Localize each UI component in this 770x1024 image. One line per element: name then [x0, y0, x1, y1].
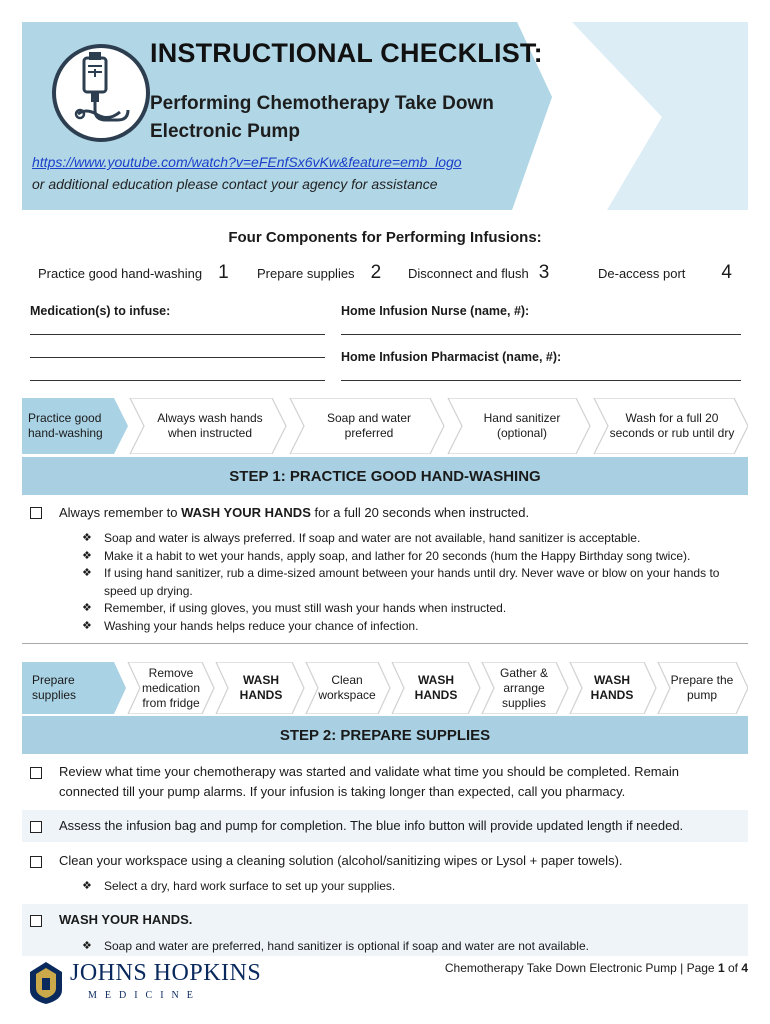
component-4 — [598, 262, 732, 284]
list-item: ❖ Soap and water are preferred, hand sanitizer is optional if soap and water are not available. — [82, 938, 722, 956]
component-2 — [257, 262, 381, 284]
step1-item — [59, 503, 529, 523]
step1-item-pre: Always remember to — [59, 505, 182, 520]
iv-bag-icon — [52, 44, 150, 142]
process-step: Wash for a full 20 seconds or rub until dry — [609, 411, 735, 440]
list-item: ❖ If using hand sanitizer, rub a dime-sized amount between your hands until dry. Never wave or blow on your hands to speed up drying. — [82, 565, 722, 600]
step1-checkbox[interactable] — [30, 507, 42, 519]
medications-label: Medication(s) to infuse: — [30, 304, 171, 318]
list-item: ❖ Soap and water is always preferred. If soap and water are not available, hand sanitizer is acceptable. — [82, 530, 722, 548]
step2-item2-checkbox[interactable] — [30, 821, 42, 833]
page-subtitle: Performing Chemotherapy Take Down Electronic Pump — [150, 93, 494, 142]
prepare-supplies-process — [22, 662, 748, 714]
process-step: Gather & arrange supplies — [499, 665, 549, 710]
process-step: Always wash hands when instructed — [157, 411, 263, 440]
footer-page: 1 — [717, 961, 725, 975]
divider — [22, 643, 748, 644]
process-step: Hand sanitizer (optional) — [483, 411, 561, 440]
step2-item4-bullets — [82, 938, 722, 956]
medication-line-1[interactable] — [30, 334, 325, 335]
process-step-first: Prepare supplies — [32, 673, 77, 702]
header-banner — [22, 22, 748, 210]
process-step: Prepare the pump — [670, 673, 734, 702]
step2-item3: Clean your workspace using a cleaning solution (alcohol/sanitizing wipes or Lysol + paper towels). — [59, 853, 623, 868]
component-3 — [408, 262, 549, 284]
component-label: Prepare supplies — [257, 265, 355, 281]
process-step: Soap and water preferred — [326, 411, 412, 440]
step1-header: STEP 1: PRACTICE GOOD HAND-WASHING — [22, 457, 748, 495]
component-1 — [38, 262, 229, 284]
step2-item1-checkbox[interactable] — [30, 767, 42, 779]
nurse-line[interactable] — [341, 334, 741, 335]
org-name: JOHNS HOPKINS — [70, 960, 262, 986]
johns-hopkins-logo — [26, 960, 262, 1011]
step1-item-post: for a full 20 seconds when instructed. — [310, 505, 530, 520]
component-number: 4 — [721, 262, 732, 283]
process-step: Clean workspace — [318, 673, 376, 702]
pharmacist-line[interactable] — [341, 380, 741, 381]
component-label: Practice good hand-washing — [38, 265, 203, 281]
process-step: WASH HANDS — [414, 673, 458, 702]
process-step: Remove medication from fridge — [141, 665, 201, 710]
nurse-label: Home Infusion Nurse (name, #): — [341, 304, 530, 318]
medication-line-2[interactable] — [30, 357, 325, 358]
list-item: ❖ Make it a habit to wet your hands, apply soap, and lather for 20 seconds (hum the Happy Birthday song twice). — [82, 548, 722, 566]
pharmacist-label: Home Infusion Pharmacist (name, #): — [341, 350, 562, 364]
list-item: ❖ Select a dry, hard work surface to set up your supplies. — [82, 878, 722, 896]
component-number: 1 — [218, 262, 229, 283]
step2-header: STEP 2: PREPARE SUPPLIES — [22, 716, 748, 754]
step2-item2: Assess the infusion bag and pump for completion. The blue info button will provide updated length if needed. — [59, 818, 684, 833]
step1-bullets — [82, 530, 722, 635]
step2-item3-bullets — [82, 878, 722, 896]
step1-item-bold: WASH YOUR HANDS — [181, 505, 311, 520]
list-item: ❖ Washing your hands helps reduce your chance of infection. — [82, 618, 722, 636]
component-number: 3 — [538, 262, 550, 283]
step2-item3-checkbox[interactable] — [30, 856, 42, 868]
process-step-first: Practice good hand-washing — [28, 411, 103, 440]
step2-item4-checkbox[interactable] — [30, 915, 42, 927]
footer-doc-title: Chemotherapy Take Down Electronic Pump | Page — [444, 961, 718, 975]
footer-page-info — [445, 961, 748, 975]
component-label: Disconnect and flush — [408, 265, 529, 281]
page-title: INSTRUCTIONAL CHECKLIST: — [150, 38, 543, 68]
org-sub: MEDICINE — [88, 990, 201, 1001]
components-title: Four Components for Performing Infusions: — [228, 229, 542, 246]
step2-item1: Review what time your chemotherapy was started and validate what time you should be completed. Remain connected till your pump alarms. If your infusion is taking longer than expected, call you pharmacy. — [59, 764, 679, 799]
process-step: WASH HANDS — [590, 673, 634, 702]
component-label: De-access port — [598, 265, 686, 281]
footer-total: 4 — [741, 961, 748, 975]
medication-line-3[interactable] — [30, 380, 325, 381]
footer-of: of — [724, 961, 742, 975]
component-number: 2 — [370, 262, 382, 283]
handwashing-process — [22, 398, 748, 454]
list-item: ❖ Remember, if using gloves, you must still wash your hands when instructed. — [82, 600, 722, 618]
step2-item4: WASH YOUR HANDS. — [59, 912, 193, 927]
youtube-link[interactable]: https://www.youtube.com/watch?v=eFEnfSx6vKw&feature=emb_logo — [32, 154, 462, 170]
assistance-note: or additional education please contact your agency for assistance — [32, 176, 438, 192]
process-step: WASH HANDS — [239, 673, 283, 702]
